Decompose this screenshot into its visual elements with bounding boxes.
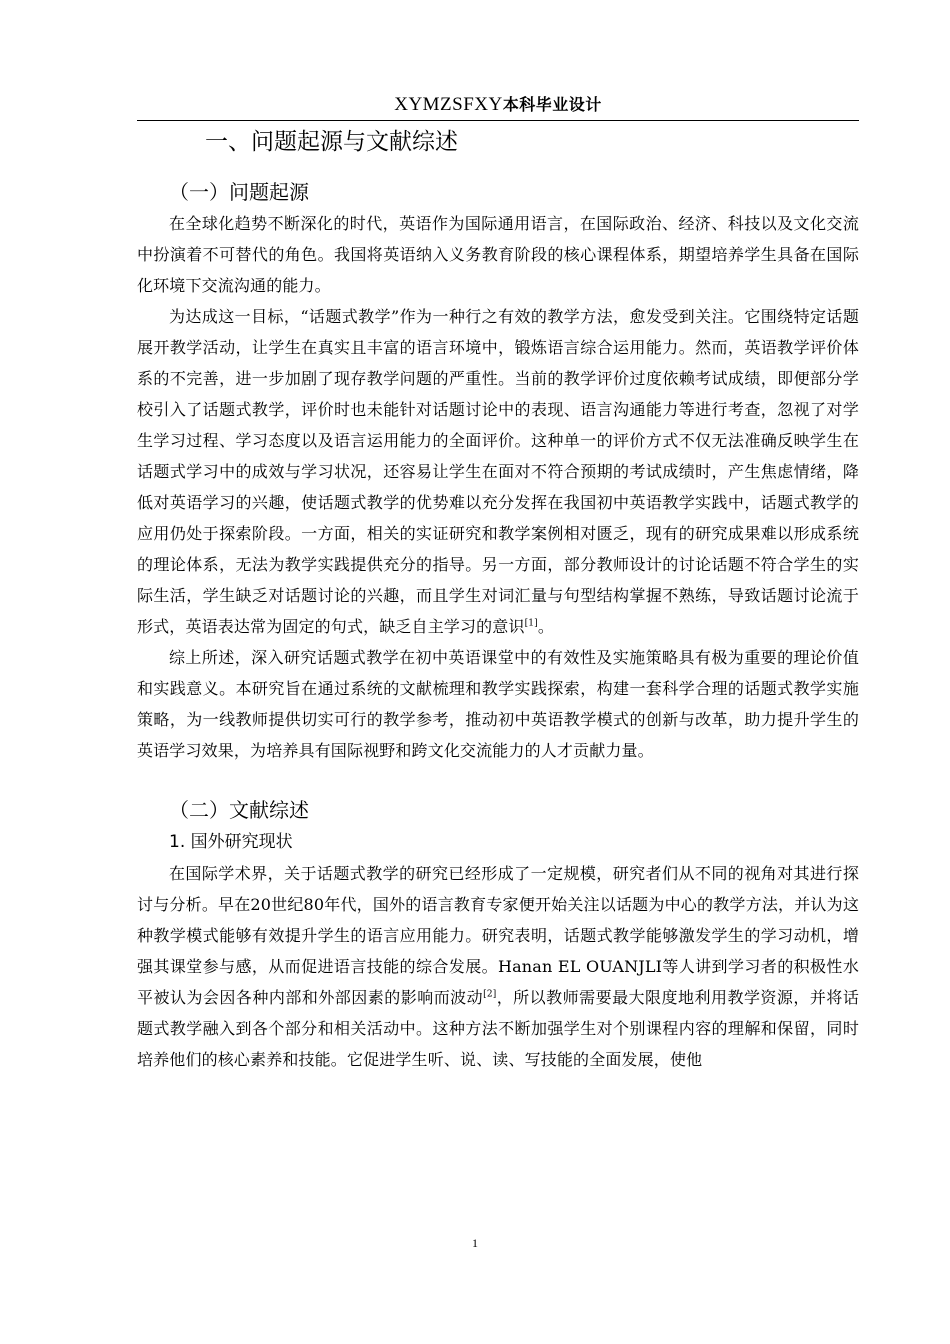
- paragraph-text: 为达成这一目标，“话题式教学”作为一种行之有效的教学方法，愈发受到关注。它围绕特定话题展开教学活动，让学生在真实且丰富的语言环境中，锻炼语言综合运用能力。然而，英语教学评价体系的不完善，进一步加剧了现存教学问题的严重性。当前的教学评价过度依赖考试成绩，即便部分学校引入了话题式教学，评价时也未能针对话题讨论中的表现、语言沟通能力等进行考查，忽视了对学生学习过程、学习态度以及语言运用能力的全面评价。这种单一的评价方式不仅无法准确反映学生在话题式学习中的成效与学习状况，还容易让学生在面对不符合预期的考试成绩时，产生焦虑情绪，降低对英语学习的兴趣，使话题式教学的优势难以充分发挥在我国初中英语教学实践中，话题式教学的应用仍处于探索阶段。一方面，相关的实证研究和教学案例相对匮乏，现有的研究成果难以形成系统的理论体系，无法为教学实践提供充分的指导。另一方面，部分教师设计的讨论话题不符合学生的实际生活，学生缺乏对话题讨论的兴趣，而且学生对词汇量与句型结构掌握不熟练，导致话题讨论流于形式，英语表达常为固定的句式，缺乏自主学习的意识: [137, 307, 859, 636]
- citation-ref: [2]: [483, 989, 497, 1000]
- paragraph-text: 在国际学术界，关于话题式教学的研究已经形成了一定规模，研究者们从不同的视角对其进行探讨与分析。早在20世纪80年代，国外的语言教育专家便开始关注以话题为中心的教学方法，并认为这种教学模式能够有效提升学生的语言应用能力。研究表明，话题式教学能够激发学生的学习动机，增强其课堂参与感，从而促进语言技能的综合发展。Hanan EL OUANJLI等人讲到学习者的积极性水平被认为会因各种内部和外部因素的影响而波动: [137, 864, 859, 1007]
- subsection-title-origin: （一）问题起源: [169, 180, 309, 204]
- paragraph: 在全球化趋势不断深化的时代，英语作为国际通用语言，在国际政治、经济、科技以及文化交流中扮演着不可替代的角色。我国将英语纳入义务教育阶段的核心课程体系，期望培养学生具备在国际化环境下交流沟通的能力。: [137, 214, 859, 295]
- page-number: 1: [472, 1236, 478, 1250]
- paragraph-text-tail: 。: [537, 617, 554, 636]
- paragraph: [137, 858, 859, 1075]
- paragraph-text-tail: ，所以教师需要最大限度地利用教学资源，并将话题式教学融入到各个部分和相关活动中。这种方法不断加强学生对个别课程内容的理解和保留，同时培养他们的核心素养和技能。它促进学生听、说、读、写技能的全面发展，使他: [137, 988, 859, 1069]
- heading-foreign-research: 1. 国外研究现状: [169, 832, 293, 852]
- header-rule: [137, 120, 859, 121]
- section-title: 一、问题起源与文献综述: [205, 129, 458, 155]
- subsection-title-review: （二）文献综述: [169, 798, 309, 822]
- header-subtitle: 本科毕业设计: [502, 95, 602, 114]
- citation-ref: [1]: [524, 618, 538, 629]
- document-body: [137, 124, 859, 1075]
- paragraph: 综上所述，深入研究话题式教学在初中英语课堂中的有效性及实施策略具有极为重要的理论价值和实践意义。本研究旨在通过系统的文献梳理和教学实践探索，构建一套科学合理的话题式教学实施策略，为一线教师提供切实可行的教学参考，推动初中英语教学模式的创新与改革，助力提升学生的英语学习效果，为培养具有国际视野和跨文化交流能力的人才贡献力量。: [137, 648, 859, 760]
- paragraph: [137, 301, 859, 642]
- page-header: [137, 91, 859, 119]
- header-org-code: XYMZSFXY: [394, 94, 503, 115]
